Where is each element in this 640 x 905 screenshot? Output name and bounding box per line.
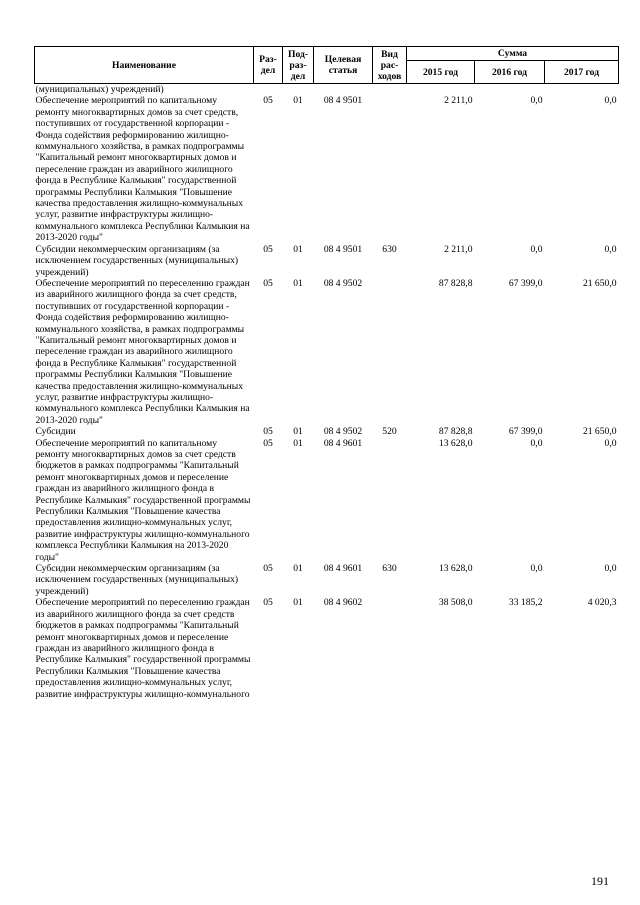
row-section [254,84,283,96]
table-row [35,95,619,243]
row-sum-2017: 0,0 [604,437,617,449]
row-sum-2016 [475,84,545,96]
row-name: Субсидии некоммерческим организациям (за исключением государственных (муниципальных) учреждений) [35,243,239,278]
row-subsection: 01 [293,437,303,449]
row-sum-2017: 21 650,0 [582,426,617,438]
row-sum-2017: 0,0 [604,243,617,255]
row-section: 05 [263,563,273,575]
row-subsection: 01 [293,277,303,289]
row-sum-2015: 2 211,0 [444,95,473,107]
table-header [35,47,619,84]
row-expense-type [373,597,407,700]
header-name: Наименование [35,47,254,84]
row-sum-2015: 38 508,0 [438,597,473,609]
row-name: Субсидии [35,426,76,438]
row-sum-2015: 2 211,0 [444,243,473,255]
row-target: 08 4 9602 [323,597,363,609]
header-expense-type: Вид рас- ходов [373,47,407,84]
header-sum: Сумма [407,47,619,61]
row-target: 08 4 9501 [323,243,363,255]
row-section: 05 [263,95,273,107]
header-year-2016: 2016 год [475,61,545,84]
row-subsection [283,84,314,96]
row-sum-2016: 0,0 [530,563,543,575]
row-sum-2015: 87 828,8 [438,426,473,438]
header-target: Целевая статья [314,47,373,84]
row-name: (муниципальных) учреждений) [35,84,164,95]
row-target: 08 4 9501 [323,95,363,107]
table-row [35,563,619,597]
row-sum-2015: 13 628,0 [438,437,473,449]
row-sum-2016: 67 399,0 [508,277,543,289]
row-section: 05 [263,243,273,255]
row-sum-2017 [545,84,619,96]
row-subsection: 01 [293,597,303,609]
table-row [35,438,619,563]
row-name: Обеспечение мероприятий по капитальному ремонту многоквартирных домов за счет средств бюджетов в рамках подпрограммы "Капитальный ремонт многоквартирных домов и переселение граждан из аварийного жилищного фонда в Республике Калмыкия" государственной программы Республики Калмыкия "Повышение качества предоставления жилищно-коммунальных услуг, развитие инфраструктуры жилищно-коммунального комплекса Республики Калмыкия на 2013-2020 годы" [35,437,251,563]
row-subsection: 01 [293,563,303,575]
table-row [35,244,619,278]
row-sum-2015: 13 628,0 [438,563,473,575]
row-expense-type [373,95,407,243]
row-target [314,84,373,96]
row-sum-2016: 33 185,2 [508,597,543,609]
table-row [35,84,619,96]
row-subsection: 01 [293,426,303,438]
row-sum-2017: 0,0 [604,563,617,575]
row-sum-2016: 67 399,0 [508,426,543,438]
row-sum-2017: 21 650,0 [582,277,617,289]
row-name: Обеспечение мероприятий по переселению граждан из аварийного жилищного фонда за счет средств, поступивших от государственной корпорации - Фонда содействия реформированию жилищно-коммунального хозяйства, в рамках подпрограммы "Капитальный ремонт многоквартирных домов и переселение граждан из аварийного жилищного фонда в Республике Калмыкия" государственной программы Республики Калмыкия "Повышение качества предоставления жилищно-коммунальных услуг, развитие инфраструктуры жилищно-коммунального комплекса Республики Калмыкия на 2013-2020 годы" [35,277,250,426]
row-section: 05 [263,426,273,438]
row-target: 08 4 9601 [323,563,363,575]
row-expense-type: 630 [382,243,397,255]
header-year-2017: 2017 год [545,61,619,84]
row-expense-type: 520 [382,426,397,438]
table-row [35,426,619,437]
row-expense-type [373,84,407,96]
row-name: Обеспечение мероприятий по капитальному ремонту многоквартирных домов за счет средств, поступивших от государственной корпорации - Фонда содействия реформированию жилищно-коммунального хозяйства, в рамках подпрограммы "Капитальный ремонт многоквартирных домов и переселение граждан из аварийного жилищного фонда в Республике Калмыкия" государственной программы Республики Калмыкия "Повышение качества предоставления жилищно-коммунальных услуг, развитие инфраструктуры жилищно-коммунального комплекса Республики Калмыкия на 2013-2020 годы" [35,95,250,244]
row-expense-type [373,438,407,563]
page-number: 191 [591,874,609,888]
header-section: Раз- дел [254,47,283,84]
row-section: 05 [263,437,273,449]
header-subsection: Под- раз- дел [283,47,314,84]
row-subsection: 01 [293,95,303,107]
header-year-2015: 2015 год [407,61,475,84]
budget-table [34,46,619,700]
row-target: 08 4 9502 [323,426,363,438]
row-sum-2016: 0,0 [530,95,543,107]
row-expense-type [373,278,407,426]
row-sum-2017: 4 020,3 [587,597,617,609]
row-section: 05 [263,597,273,609]
row-expense-type: 630 [382,563,397,575]
table-row [35,278,619,426]
row-target: 08 4 9502 [323,277,363,289]
row-sum-2015: 87 828,8 [438,277,473,289]
row-name: Обеспечение мероприятий по переселению граждан из аварийного жилищного фонда за счет средств бюджетов в рамках подпрограммы "Капитальный ремонт многоквартирных домов и переселение граждан из аварийного жилищного фонда в Республике Калмыкия" государственной программы Республики Калмыкия "Повышение качества предоставления жилищно-коммунальных услуг, развитие инфраструктуры жилищно-коммунального [35,597,251,700]
table-body [35,84,619,700]
row-section: 05 [263,277,273,289]
row-subsection: 01 [293,243,303,255]
row-sum-2017: 0,0 [604,95,617,107]
row-sum-2016: 0,0 [530,437,543,449]
table-row [35,597,619,700]
row-sum-2015 [407,84,475,96]
row-target: 08 4 9601 [323,437,363,449]
row-sum-2016: 0,0 [530,243,543,255]
row-name: Субсидии некоммерческим организациям (за исключением государственных (муниципальных) учреждений) [35,563,239,597]
